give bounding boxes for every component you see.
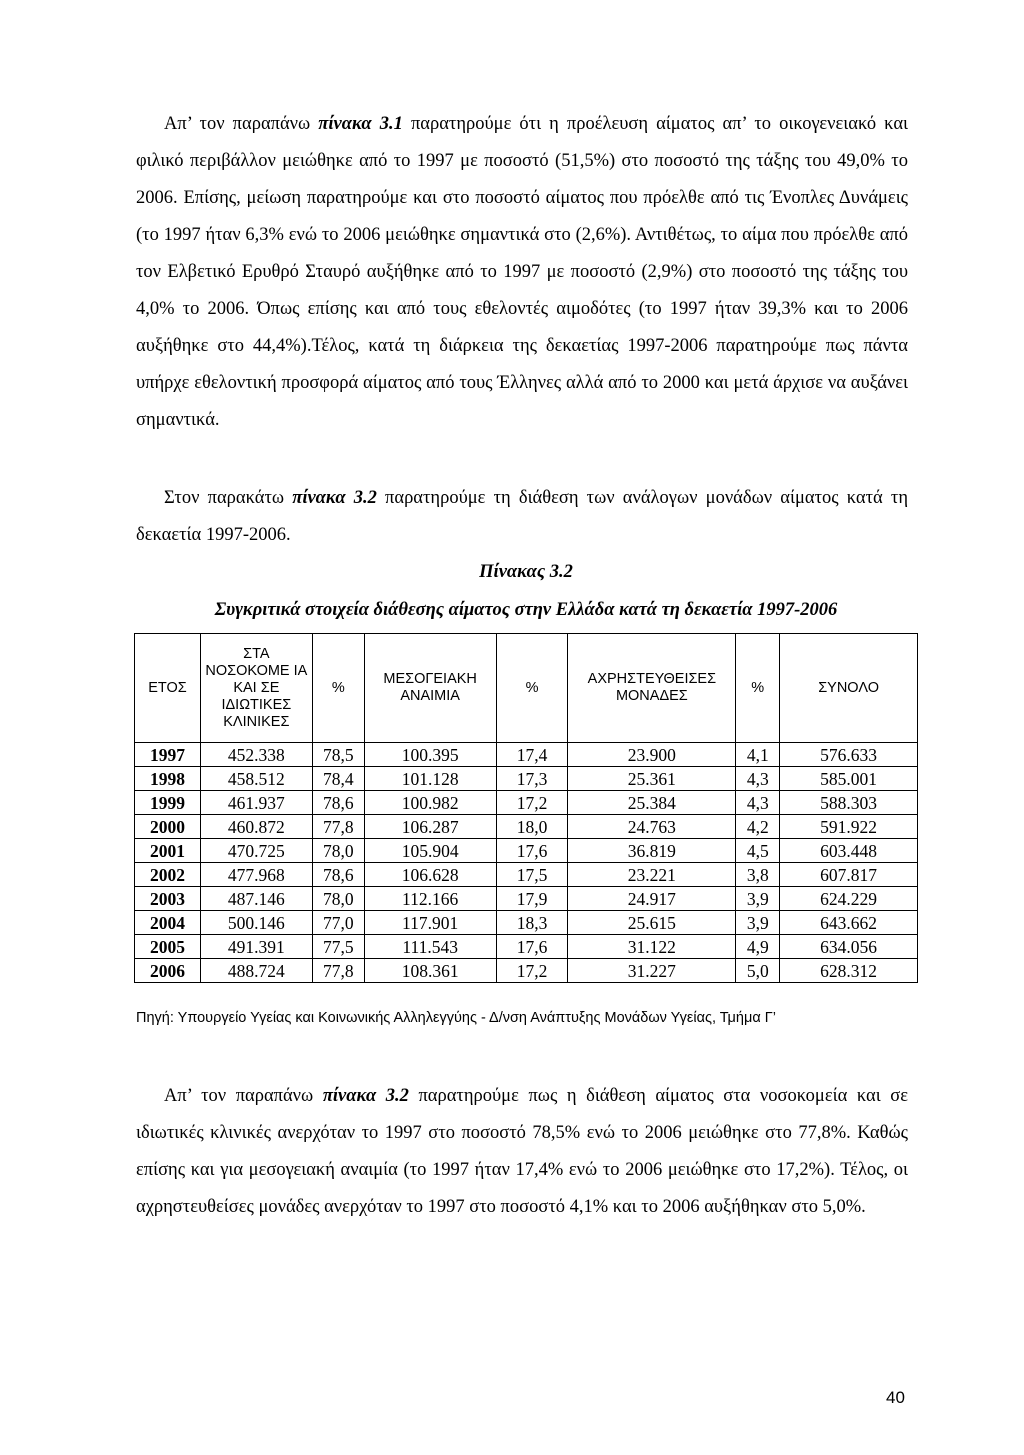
header-pct-unused: % bbox=[736, 634, 780, 743]
table-source: Πηγή: Υπουργείο Υγείας και Κοινωνικής Αλληλεγγύης - Δ/νση Ανάπτυξης Μονάδων Υγείας, Τμήμα Γ’ bbox=[136, 1010, 776, 1026]
cell-total: 591.922 bbox=[780, 815, 918, 839]
table-row bbox=[135, 935, 918, 959]
header-pct-thalassemia: % bbox=[496, 634, 568, 743]
paragraph-body: παρατηρούμε τη διάθεση των ανάλογων μονάδων αίματος κατά τη δεκαετία 1997-2006. bbox=[136, 488, 908, 545]
cell-pct1: 78,6 bbox=[312, 791, 364, 815]
cell-thalassemia: 106.628 bbox=[364, 863, 496, 887]
table-row bbox=[135, 791, 918, 815]
header-total: ΣΥΝΟΛΟ bbox=[780, 634, 918, 743]
cell-pct2: 18,0 bbox=[496, 815, 568, 839]
cell-pct3: 4,3 bbox=[736, 767, 780, 791]
cell-pct2: 17,9 bbox=[496, 887, 568, 911]
table-row bbox=[135, 863, 918, 887]
cell-hospitals: 477.968 bbox=[200, 863, 312, 887]
table-row bbox=[135, 767, 918, 791]
table-reference: πίνακα 3.2 bbox=[322, 1086, 409, 1106]
cell-year: 2000 bbox=[135, 815, 201, 839]
cell-thalassemia: 112.166 bbox=[364, 887, 496, 911]
cell-hospitals: 458.512 bbox=[200, 767, 312, 791]
cell-hospitals: 491.391 bbox=[200, 935, 312, 959]
cell-hospitals: 461.937 bbox=[200, 791, 312, 815]
cell-thalassemia: 105.904 bbox=[364, 839, 496, 863]
paragraph-lead: Απ’ τον παραπάνω bbox=[164, 114, 319, 134]
cell-year: 2001 bbox=[135, 839, 201, 863]
cell-unused: 25.615 bbox=[568, 911, 736, 935]
table-body bbox=[135, 743, 918, 983]
cell-unused: 31.122 bbox=[568, 935, 736, 959]
cell-total: 585.001 bbox=[780, 767, 918, 791]
cell-unused: 23.221 bbox=[568, 863, 736, 887]
cell-unused: 24.763 bbox=[568, 815, 736, 839]
cell-total: 607.817 bbox=[780, 863, 918, 887]
cell-thalassemia: 117.901 bbox=[364, 911, 496, 935]
table-row bbox=[135, 743, 918, 767]
cell-pct2: 17,4 bbox=[496, 743, 568, 767]
paragraph-table-3-2-intro bbox=[136, 480, 908, 554]
cell-pct3: 4,5 bbox=[736, 839, 780, 863]
table-row bbox=[135, 959, 918, 983]
cell-pct2: 18,3 bbox=[496, 911, 568, 935]
paragraph-lead: Στον παρακάτω bbox=[164, 488, 293, 508]
cell-pct1: 77,0 bbox=[312, 911, 364, 935]
cell-pct3: 4,9 bbox=[736, 935, 780, 959]
cell-thalassemia: 106.287 bbox=[364, 815, 496, 839]
cell-unused: 25.361 bbox=[568, 767, 736, 791]
table-row bbox=[135, 815, 918, 839]
table-row bbox=[135, 839, 918, 863]
cell-thalassemia: 100.395 bbox=[364, 743, 496, 767]
cell-pct2: 17,2 bbox=[496, 791, 568, 815]
cell-hospitals: 500.146 bbox=[200, 911, 312, 935]
cell-pct2: 17,3 bbox=[496, 767, 568, 791]
cell-year: 1999 bbox=[135, 791, 201, 815]
cell-total: 628.312 bbox=[780, 959, 918, 983]
cell-pct1: 77,8 bbox=[312, 815, 364, 839]
cell-unused: 25.384 bbox=[568, 791, 736, 815]
cell-thalassemia: 100.982 bbox=[364, 791, 496, 815]
cell-thalassemia: 111.543 bbox=[364, 935, 496, 959]
cell-pct3: 4,1 bbox=[736, 743, 780, 767]
paragraph-table-3-2-summary bbox=[136, 1078, 908, 1226]
cell-pct1: 78,0 bbox=[312, 887, 364, 911]
cell-total: 643.662 bbox=[780, 911, 918, 935]
cell-pct1: 78,0 bbox=[312, 839, 364, 863]
page-number: 40 bbox=[886, 1388, 905, 1407]
header-unused-units: ΑΧΡΗΣΤΕΥΘΕΙΣΕΣ ΜΟΝΑΔΕΣ bbox=[568, 634, 736, 743]
cell-pct2: 17,5 bbox=[496, 863, 568, 887]
cell-year: 1998 bbox=[135, 767, 201, 791]
cell-unused: 24.917 bbox=[568, 887, 736, 911]
cell-total: 588.303 bbox=[780, 791, 918, 815]
header-year: ΕΤΟΣ bbox=[135, 634, 201, 743]
cell-pct1: 77,5 bbox=[312, 935, 364, 959]
cell-pct3: 3,9 bbox=[736, 911, 780, 935]
cell-year: 2004 bbox=[135, 911, 201, 935]
cell-pct3: 4,3 bbox=[736, 791, 780, 815]
cell-pct3: 5,0 bbox=[736, 959, 780, 983]
cell-hospitals: 487.146 bbox=[200, 887, 312, 911]
cell-total: 603.448 bbox=[780, 839, 918, 863]
cell-unused: 23.900 bbox=[568, 743, 736, 767]
cell-pct1: 78,5 bbox=[312, 743, 364, 767]
cell-pct2: 17,6 bbox=[496, 935, 568, 959]
header-thalassemia: ΜΕΣΟΓΕΙΑΚΗ ΑΝΑΙΜΙΑ bbox=[364, 634, 496, 743]
cell-pct1: 78,6 bbox=[312, 863, 364, 887]
cell-unused: 36.819 bbox=[568, 839, 736, 863]
cell-thalassemia: 101.128 bbox=[364, 767, 496, 791]
cell-year: 2005 bbox=[135, 935, 201, 959]
header-hospitals: ΣΤΑ ΝΟΣΟΚΟΜΕ ΙΑ ΚΑΙ ΣΕ ΙΔΙΩΤΙΚΕΣ ΚΛΙΝΙΚΕΣ bbox=[200, 634, 312, 743]
cell-total: 624.229 bbox=[780, 887, 918, 911]
table-number: Πίνακας 3.2 bbox=[479, 562, 573, 582]
cell-hospitals: 460.872 bbox=[200, 815, 312, 839]
cell-hospitals: 470.725 bbox=[200, 839, 312, 863]
header-pct-hospitals: % bbox=[312, 634, 364, 743]
cell-year: 2006 bbox=[135, 959, 201, 983]
table-reference: πίνακα 3.1 bbox=[318, 114, 403, 134]
table-reference: πίνακα 3.2 bbox=[292, 488, 377, 508]
cell-total: 576.633 bbox=[780, 743, 918, 767]
cell-unused: 31.227 bbox=[568, 959, 736, 983]
cell-total: 634.056 bbox=[780, 935, 918, 959]
cell-pct1: 77,8 bbox=[312, 959, 364, 983]
blood-distribution-table bbox=[134, 633, 918, 983]
cell-pct3: 3,9 bbox=[736, 887, 780, 911]
cell-hospitals: 488.724 bbox=[200, 959, 312, 983]
cell-year: 1997 bbox=[135, 743, 201, 767]
cell-thalassemia: 108.361 bbox=[364, 959, 496, 983]
paragraph-table-3-1-summary bbox=[136, 106, 908, 439]
cell-pct3: 4,2 bbox=[736, 815, 780, 839]
table-row bbox=[135, 887, 918, 911]
cell-hospitals: 452.338 bbox=[200, 743, 312, 767]
cell-pct1: 78,4 bbox=[312, 767, 364, 791]
cell-year: 2002 bbox=[135, 863, 201, 887]
cell-pct2: 17,6 bbox=[496, 839, 568, 863]
paragraph-lead: Απ’ τον παραπάνω bbox=[164, 1086, 323, 1106]
table-title: Συγκριτικά στοιχεία διάθεσης αίματος στην Ελλάδα κατά τη δεκαετία 1997-2006 bbox=[214, 600, 838, 620]
table-row bbox=[135, 911, 918, 935]
cell-year: 2003 bbox=[135, 887, 201, 911]
cell-pct2: 17,2 bbox=[496, 959, 568, 983]
cell-pct3: 3,8 bbox=[736, 863, 780, 887]
table-header-row bbox=[135, 634, 918, 743]
paragraph-body: παρατηρούμε πως η διάθεση αίματος στα νοσοκομεία και σε ιδιωτικές κλινικές ανερχόταν το 1997 στο ποσοστό 78,5% ενώ το 2006 μειώθηκε στο 77,8%. Καθώς επίσης και για μεσογειακή αναιμία (το 1997 ήταν 17,4% ενώ το 2006 μειώθηκε στο 17,2%). Τέλος, οι αχρηστευθείσες μονάδες ανερχόταν το 1997 στο ποσοστό 4,1% και το 2006 αυξήθηκαν στο 5,0%. bbox=[136, 1086, 908, 1217]
paragraph-body: παρατηρούμε ότι η προέλευση αίματος απ’ το οικογενειακό και φιλικό περιβάλλον μειώθηκε από το 1997 με ποσοστό (51,5%) στο ποσοστό της τάξης του 49,0% το 2006. Επίσης, μείωση παρατηρούμε και στο ποσοστό αίματος που πρόελθε από τις Ένοπλες Δυνάμεις (το 1997 ήταν 6,3% ενώ το 2006 μειώθηκε σημαντικά στο (2,6%). Αντιθέτως, το αίμα που πρόελθε από τον Ελβετικό Ερυθρό Σταυρό αυξήθηκε από το 1997 με ποσοστό (2,9%) στο ποσοστό της τάξης του 4,0% το 2006. Όπως επίσης και από τους εθελοντές αιμοδότες (το 1997 ήταν 39,3% και το 2006 αυξήθηκε στο 44,4%).Τέλος, κατά τη διάρκεια της δεκαετίας 1997-2006 παρατηρούμε πως πάντα υπήρχε εθελοντική προσφορά αίματος από τους Έλληνες αλλά από το 2000 και μετά άρχισε να αυξάνει σημαντικά. bbox=[136, 114, 909, 430]
